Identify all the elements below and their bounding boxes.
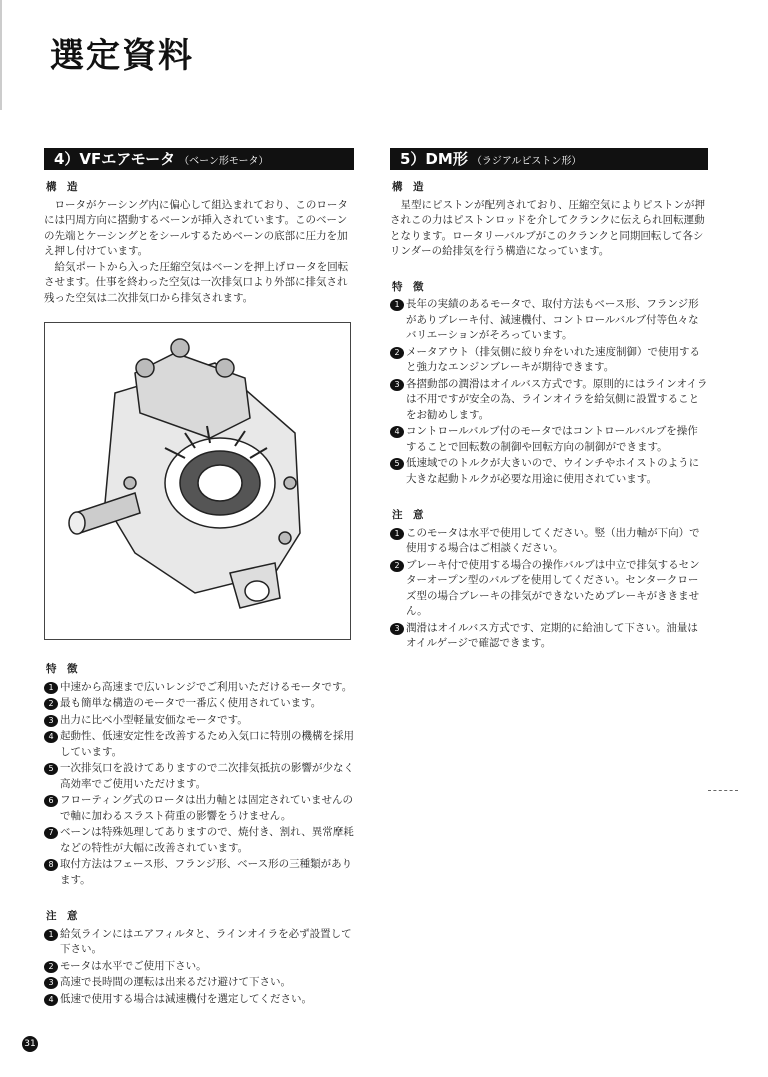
note-text: ブレーキ付で使用する場合の操作バルブは中立で排気するセンターオープン型のバルブを使用してください。センタークローズ型の場合ブレーキの排気ができないためブレーキがききません。: [406, 558, 700, 617]
number-badge: 2: [390, 560, 404, 572]
list-item: [44, 927, 354, 958]
number-badge: 6: [44, 795, 58, 807]
note-text: 低速で使用する場合は減速機付を選定してください。: [60, 992, 312, 1005]
number-badge: 4: [390, 426, 404, 438]
note-text: 高速で長時間の運転は出来るだけ避けて下さい。: [60, 976, 291, 988]
number-badge: 4: [44, 731, 58, 743]
feature-text: 一次排気口を設けてありますので二次排気抵抗の影響が少なく高効率でご使用いただけます。: [60, 762, 354, 790]
section-subtitle: （ベーン形モータ）: [179, 156, 269, 167]
number-badge: 2: [44, 961, 58, 973]
list-item: [44, 959, 354, 975]
features-heading: 特 徴: [46, 663, 78, 675]
number-badge: 2: [44, 698, 58, 710]
feature-text: メータアウト（排気側に絞り弁をいれた速度制御）で使用すると強力なエンジンブレーキが期待できます。: [406, 345, 700, 373]
note-text: 給気ラインにはエアフィルタと、ラインオイラを必ず設置して下さい。: [60, 927, 352, 955]
feature-text: 起動性、低速安定性を改善するため入気口に特別の機構を採用しています。: [60, 730, 354, 758]
section-subtitle: （ラジアルピストン形）: [471, 156, 582, 167]
list-item: [390, 621, 708, 652]
list-item: [44, 729, 354, 760]
list-item: [44, 825, 354, 856]
feature-text: 低速域でのトルクが大きいので、ウインチやホイストのように大きな起動トルクが必要な用途に使用されています。: [406, 457, 700, 485]
list-item: [390, 297, 708, 344]
page-title: 選定資料: [50, 36, 194, 76]
number-badge: 2: [390, 347, 404, 359]
feature-text: 出力に比べ小型軽量安価なモータです。: [60, 713, 248, 726]
section-title-dm-type: [390, 148, 708, 170]
list-item: [390, 377, 708, 424]
list-item: [44, 975, 354, 991]
number-badge: 3: [44, 715, 58, 727]
section-title-text: 4）VFエアモータ: [54, 150, 176, 168]
number-badge: 7: [44, 827, 58, 839]
note-text: モータは水平でご使用下さい。: [60, 959, 207, 972]
structure-paragraph: ロータがケーシング内に偏心して組込まれており、このロータには円周方向に摺動するベーンが挿入されています。このベーンの先端とケーシングとをシールするためベーンの底部に圧力を加え押し付けています。: [44, 198, 348, 257]
number-badge: 5: [390, 458, 404, 470]
left-features-block: [44, 656, 354, 1008]
list-item: [44, 793, 354, 824]
motor-illustration: [45, 323, 350, 639]
list-item: [390, 345, 708, 376]
number-badge: 1: [44, 682, 58, 694]
margin-rule: [0, 0, 2, 110]
number-badge: 1: [390, 299, 404, 311]
feature-text: フローティング式のロータは出力軸とは固定されていませんので軸に加わるスラスト荷重の影響をうけません。: [60, 794, 353, 822]
list-item: [44, 857, 354, 888]
structure-paragraph: 給気ポートから入った圧縮空気はベーンを押上げロータを回転させます。仕事を終わった空気は一次排気口より外部に排気され残った空気は二次排気口から排気されます。: [44, 260, 349, 304]
list-item: [390, 526, 708, 557]
features-heading: 特 徴: [392, 280, 424, 293]
notes-heading: 注 意: [392, 509, 424, 521]
vane-motor-cutaway-figure: [44, 322, 351, 640]
note-text: 潤滑はオイルバス方式です、定期的に給油して下さい。油量はオイルゲージで確認できます。: [406, 621, 698, 649]
number-badge: 1: [390, 528, 404, 540]
number-badge: 8: [44, 859, 58, 871]
page-number: 31: [22, 1036, 38, 1052]
feature-text: 各摺動部の潤滑はオイルバス方式です。原則的にはラインオイラは不用ですが安全の為、ラインオイラを給気側に設置することをお勧めします。: [406, 377, 708, 421]
number-badge: 3: [390, 623, 404, 635]
notes-heading: 注 意: [46, 910, 78, 922]
number-badge: 4: [44, 994, 58, 1006]
feature-text: コントロールバルブ付のモータではコントロールバルブを操作することで回転数の制御や回転方向の制御ができます。: [406, 425, 698, 453]
note-text: このモータは水平で使用してください。竪（出力軸が下向）で使用する場合はご相談ください。: [406, 526, 700, 554]
number-badge: 5: [44, 763, 58, 775]
list-item: [390, 558, 708, 620]
feature-text: ベーンは特殊処理してありますので、焼付き、割れ、異常摩耗などの特性が大幅に改善されています。: [60, 826, 354, 854]
list-item: [44, 761, 354, 792]
list-item: [44, 992, 354, 1008]
left-column: [44, 148, 354, 306]
number-badge: 3: [44, 977, 58, 989]
divider: [708, 790, 738, 791]
list-item: [44, 713, 354, 729]
list-item: [44, 680, 354, 696]
section-title-vf-motor: [44, 148, 354, 170]
number-badge: 1: [44, 929, 58, 941]
list-item: [390, 424, 708, 455]
number-badge: 3: [390, 379, 404, 391]
right-column: [390, 148, 708, 653]
structure-heading: 構 造: [392, 181, 424, 193]
feature-text: 取付方法はフェース形、フランジ形、ベース形の三種類があります。: [60, 858, 353, 886]
list-item: [44, 696, 354, 712]
feature-text: 中速から高速まで広いレンジでご利用いただけるモータです。: [60, 680, 353, 693]
feature-text: 最も簡単な構造のモータで一番広く使用されています。: [60, 697, 322, 709]
structure-heading: 構 造: [46, 181, 78, 193]
section-title-text: 5）DM形: [400, 150, 468, 168]
feature-text: 長年の実績のあるモータで、取付方法もベース形、フランジ形がありブレーキ付、減速機付、コントロールバルブ付等色々なバリエーションがそろっています。: [406, 298, 699, 341]
list-item: [390, 456, 708, 487]
structure-paragraph: 星型にピストンが配列されており、圧縮空気によりピストンが押されこの力はピストンロッドを介してクランクに伝えられ回転運動となります。ロータリーバルブがこのクランクと同期回転して各シリンダーの給排気を行う構造になっています。: [390, 198, 705, 257]
